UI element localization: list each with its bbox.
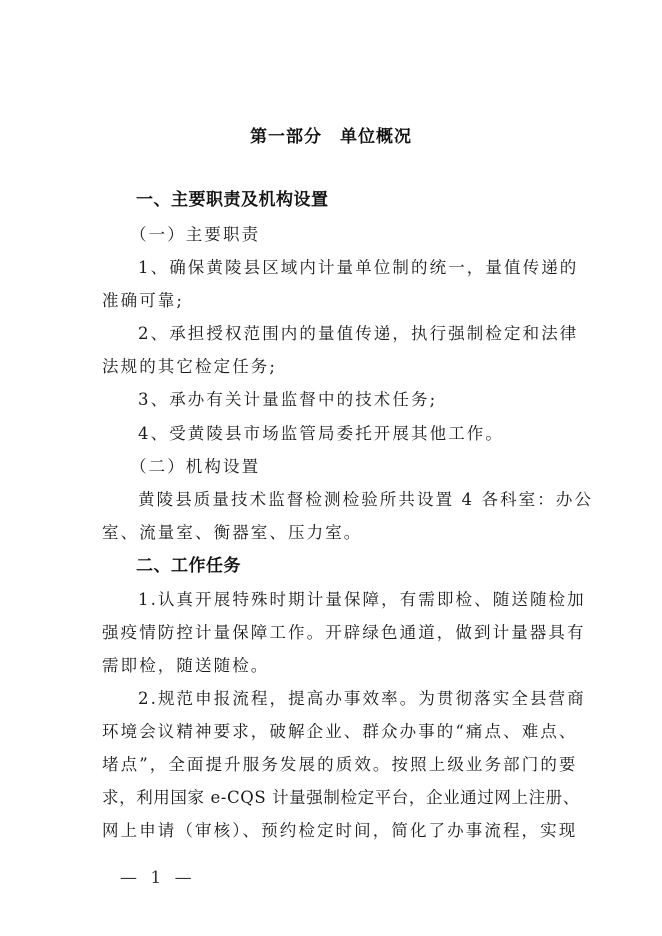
section-heading-work-tasks: 二、工作任务 [136,556,241,576]
task2-line2: 环境会议精神要求，破解企业、群众办事的“痛点、难点、 [102,722,578,741]
task2-line1: 2.规范申报流程，提高办事效率。为贯彻落实全县营商 [138,689,586,708]
duty-item-3: 3、承办有关计量监督中的技术任务; [138,390,438,409]
structure-paragraph-line1: 黄陵县质量技术监督检测检验所共设置 4 各科室：办公 [138,490,594,509]
task2-line4: 求，利用国家 e-CQS 计量强制检定平台，企业通过网上注册、 [102,788,580,807]
section-heading-duties-structure: 一、主要职责及机构设置 [136,190,329,210]
page-number: — 1 — [120,868,196,888]
task1-line2: 强疫情防控计量保障工作。开辟绿色通道，做到计量器具有 [102,623,586,642]
part-title: 第一部分 单位概况 [250,127,412,147]
task2-line5: 网上申请（审核）、预约检定时间，简化了办事流程，实现 [102,821,578,840]
duty-item-1-line2: 准确可靠; [102,291,185,310]
duty-item-1-line1: 1、确保黄陵县区域内计量单位制的统一，量值传递的 [138,258,579,277]
task2-line3: 堵点”，全面提升服务发展的质效。按照上级业务部门的要 [102,755,578,774]
subsection-heading-structure: （二）机构设置 [130,457,261,476]
task1-line3: 需即检，随送随检。 [102,656,270,675]
task1-line1: 1.认真开展特殊时期计量保障，有需即检、随送随检加 [138,590,586,609]
subsection-heading-main-duties: （一）主要职责 [130,225,261,244]
structure-paragraph-line2: 室、流量室、衡器室、压力室。 [102,523,363,542]
duty-item-2-line1: 2、承担授权范围内的量值传递，执行强制检定和法律 [138,324,579,343]
duty-item-2-line2: 法规的其它检定任务; [102,357,278,376]
duty-item-4: 4、受黄陵县市场监管局委托开展其他工作。 [138,424,504,443]
